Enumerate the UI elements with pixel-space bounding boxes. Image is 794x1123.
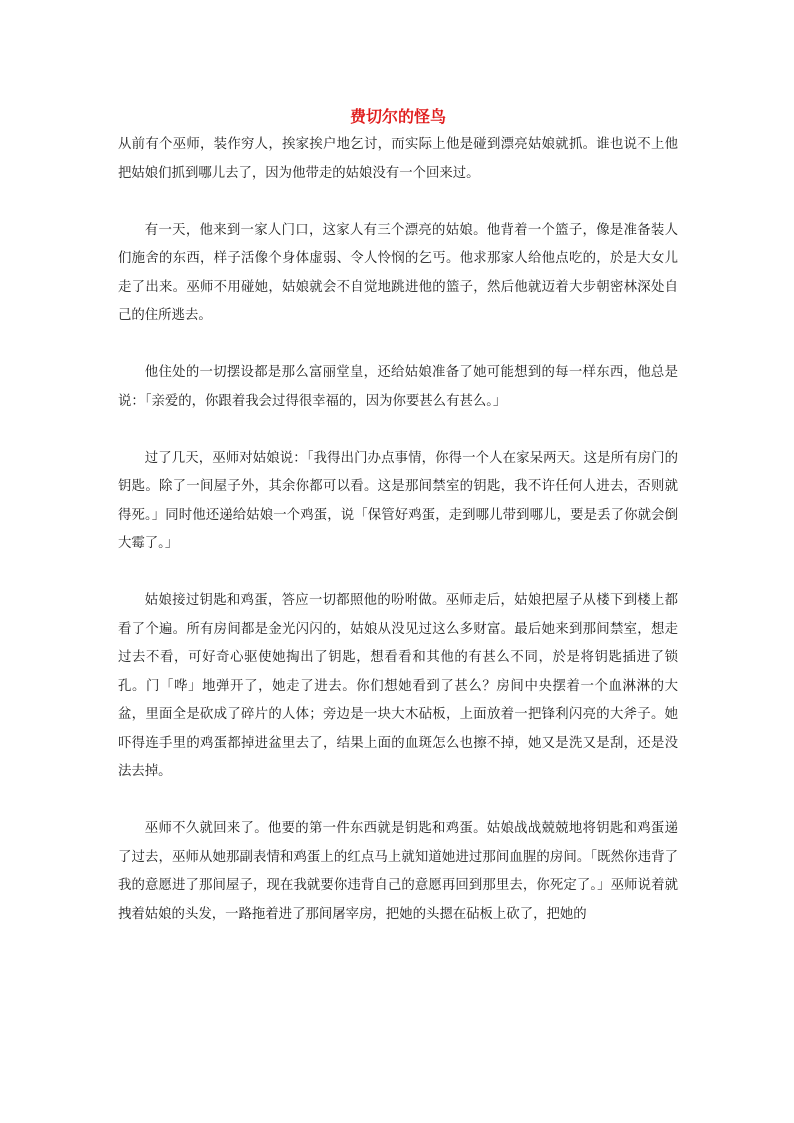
document-page (118, 103, 678, 958)
document-title: 费切尔的怪鸟 (349, 107, 446, 126)
paragraph-2: 有一天，他来到一家人门口，这家人有三个漂亮的姑娘。他背着一个篮子，像是准备装人们施舍的东西，样子活像个身体虚弱、令人怜悯的乞丐。他求那家人给他点吃的，於是大女儿走了出来。巫师不用碰她，姑娘就会不自觉地跳进他的篮子，然后他就迈着大步朝密林深处自己的住所逃去。 (118, 222, 678, 323)
paragraph-6: 巫师不久就回来了。他要的第一件东西就是钥匙和鸡蛋。姑娘战战兢兢地将钥匙和鸡蛋递了过去，巫师从她那副表情和鸡蛋上的红点马上就知道她进过那间血腥的房间。「既然你违背了我的意愿进了那间屋子，现在我就要你违背自己的意愿再回到那里去，你死定了。」巫师说着就拽着姑娘的头发，一路拖着进了那间屠宰房，把她的头摁在砧板上砍了，把她的 (118, 821, 678, 922)
paragraph-3: 他住处的一切摆设都是那么富丽堂皇，还给姑娘准备了她可能想到的每一样东西，他总是说：「亲爱的，你跟着我会过得很幸福的，因为你要甚么有甚么。」 (118, 365, 678, 409)
paragraph-4: 过了几天，巫师对姑娘说：「我得出门办点事情，你得一个人在家呆两天。这是所有房门的钥匙。除了一间屋子外，其余你都可以看。这是那间禁室的钥匙，我不许任何人进去，否则就得死。」同时他还递给姑娘一个鸡蛋，说「保管好鸡蛋，走到哪儿带到哪儿，要是丢了你就会倒大霉了。」 (118, 450, 678, 551)
paragraph-1: 从前有个巫师，装作穷人，挨家挨户地乞讨，而实际上他是碰到漂亮姑娘就抓。谁也说不上他把姑娘们抓到哪儿去了，因为他带走的姑娘没有一个回来过。 (118, 137, 678, 181)
paragraph-5: 姑娘接过钥匙和鸡蛋，答应一切都照他的吩咐做。巫师走后，姑娘把屋子从楼下到楼上都看了个遍。所有房间都是金光闪闪的，姑娘从没见过这么多财富。最后她来到那间禁室，想走过去不看，可好奇心驱使她掏出了钥匙，想看看和其他的有甚么不同，於是将钥匙插进了锁孔。门「哗」地弹开了，她走了进去。你们想她看到了甚么？房间中央摆着一个血淋淋的大盆，里面全是砍成了碎片的人体；旁边是一块大木砧板，上面放着一把锋利闪亮的大斧子。她吓得连手里的鸡蛋都掉进盆里去了，结果上面的血斑怎么也擦不掉，她又是洗又是刮，还是没法去掉。 (118, 593, 678, 779)
